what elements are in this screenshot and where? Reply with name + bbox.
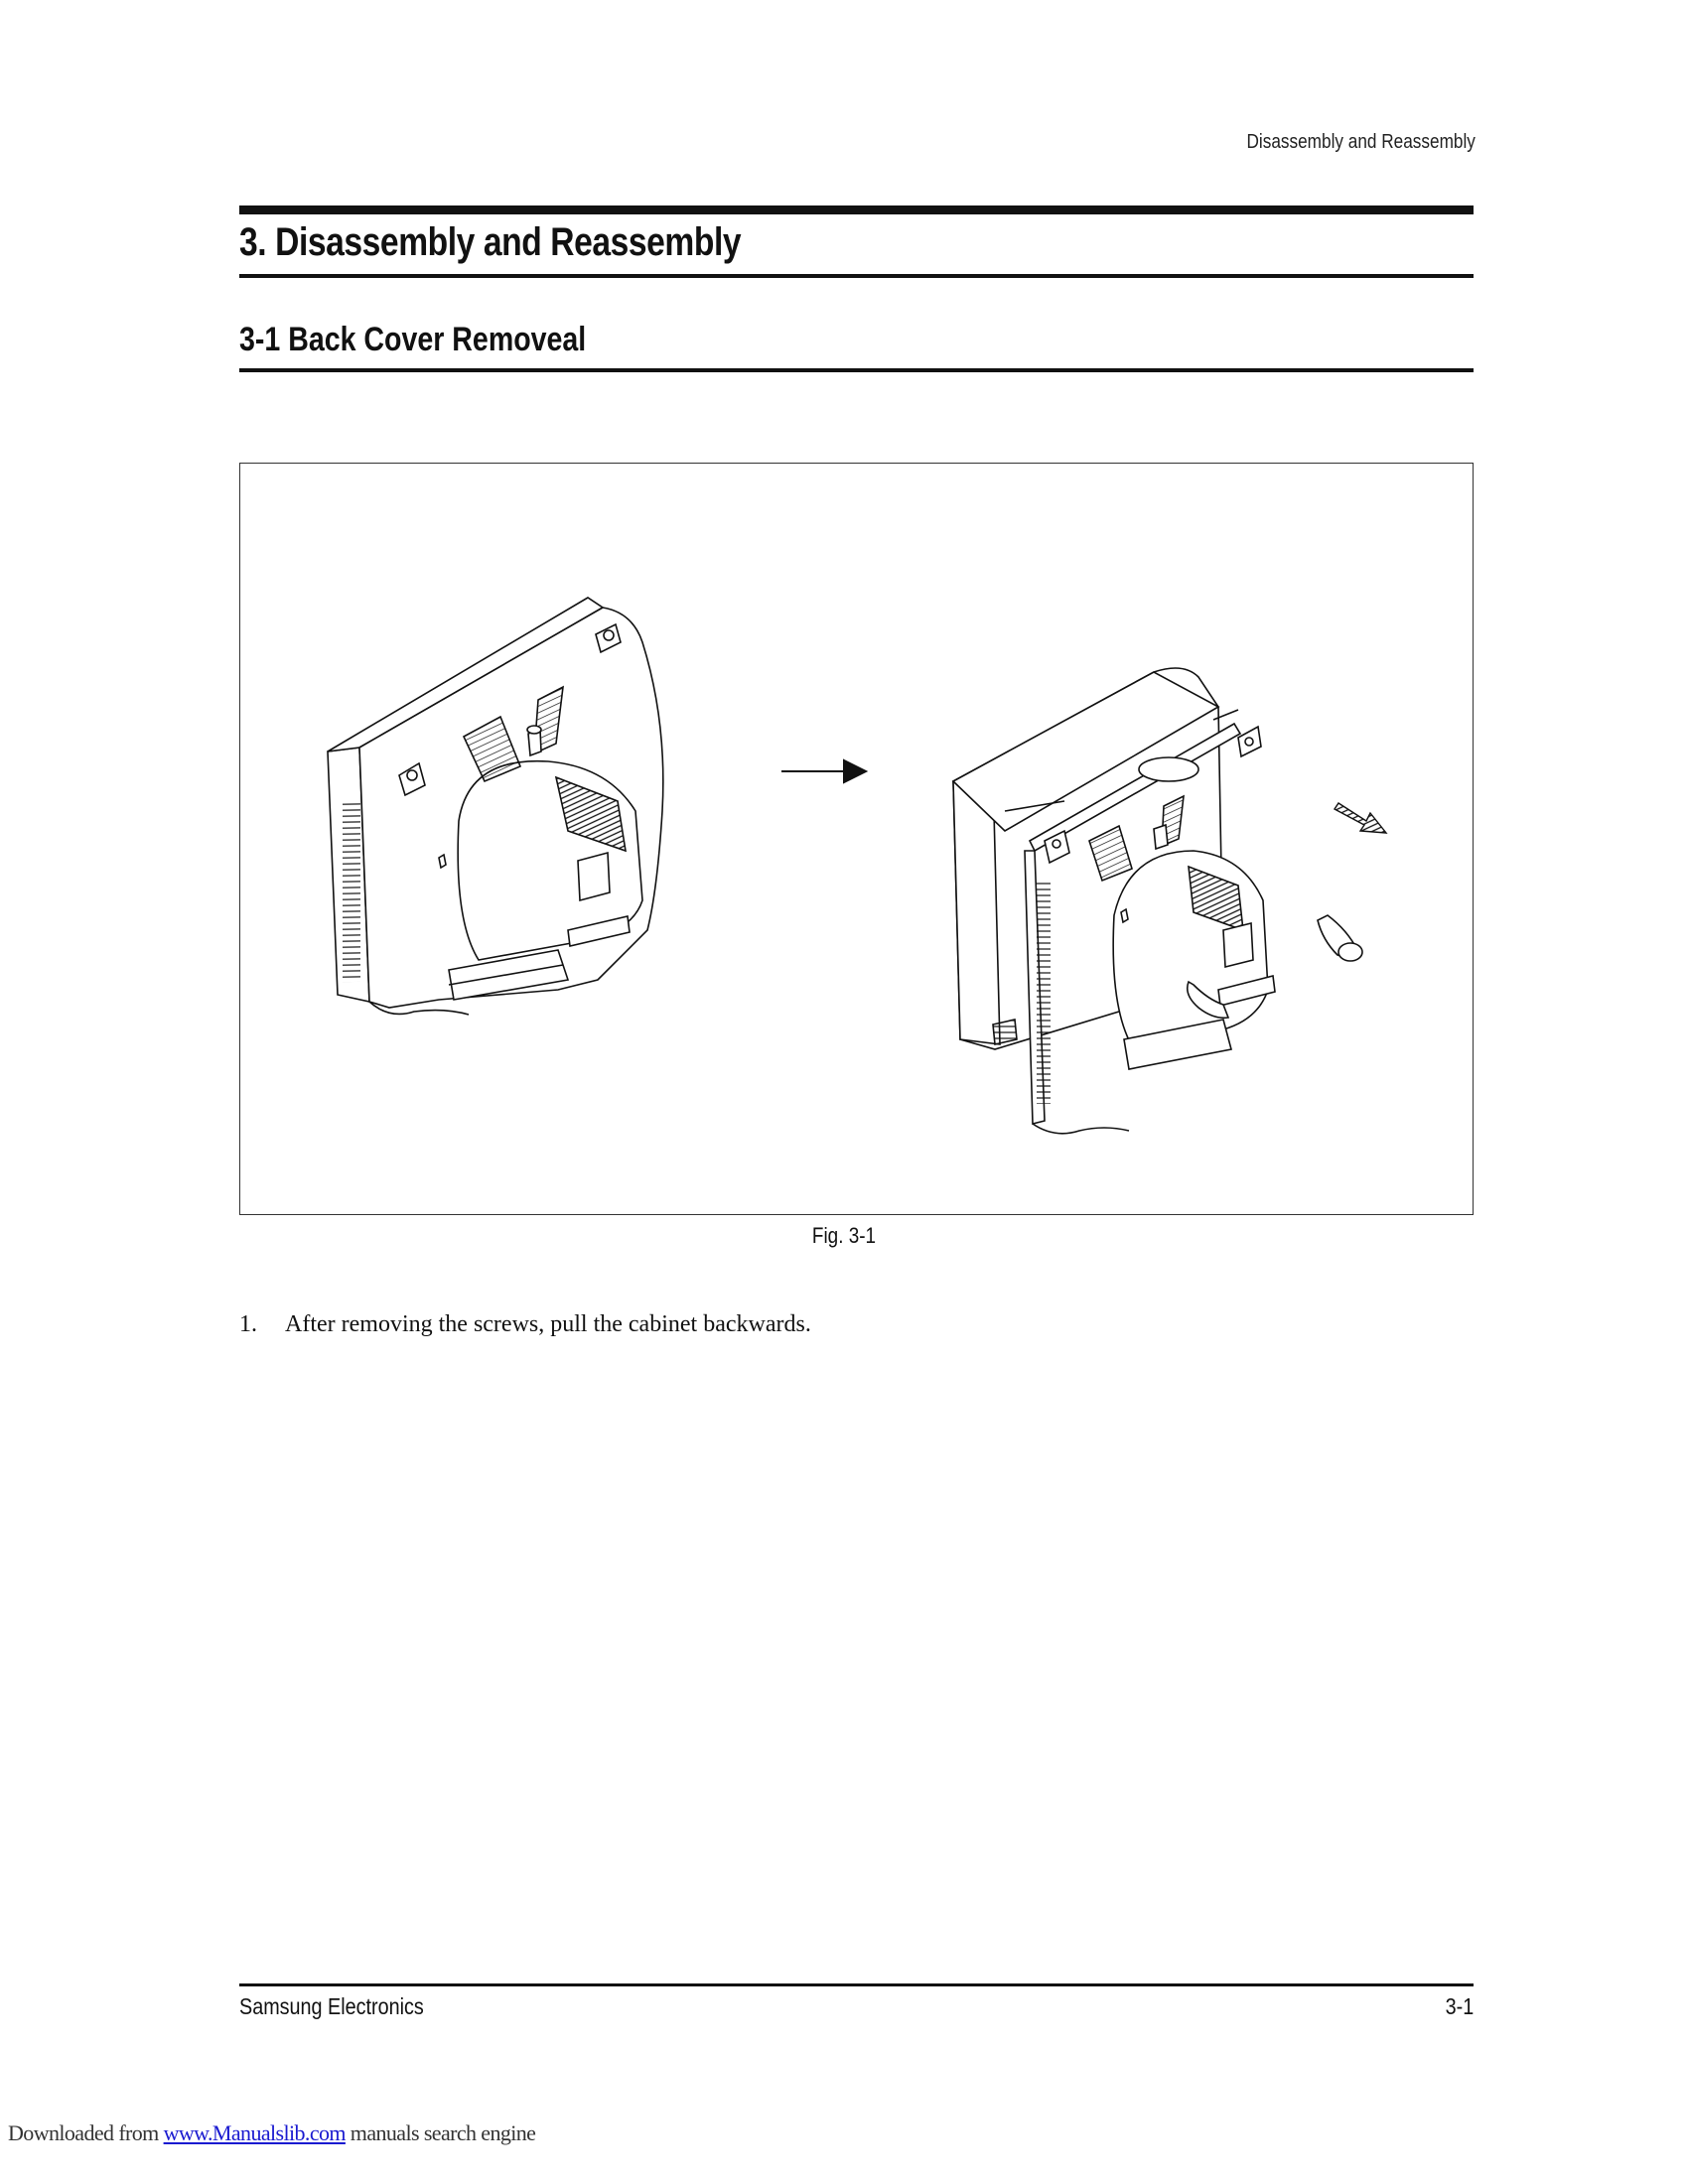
chapter-top-rule	[239, 205, 1474, 214]
figure-caption: Fig. 3-1	[811, 1223, 877, 1248]
chapter-title: 3. Disassembly and Reassembly	[239, 220, 742, 264]
tv-rear-assembled-illustration	[328, 598, 663, 1015]
figure-illustration	[240, 464, 1473, 1214]
manualslib-link[interactable]: www.Manualslib.com	[163, 2120, 346, 2145]
direction-arrow	[781, 760, 866, 782]
download-suffix: manuals search engine	[345, 2120, 536, 2145]
step-text: After removing the screws, pull the cabinet backwards.	[285, 1311, 811, 1337]
footer-page-number: 3-1	[1445, 1993, 1474, 2019]
pull-direction-arrow	[1335, 803, 1386, 833]
footer-rule	[239, 1983, 1474, 1986]
tv-rear-cover-pulled-illustration	[953, 668, 1362, 1134]
running-header: Disassembly and Reassembly	[1246, 131, 1476, 153]
section-rule	[239, 368, 1474, 372]
chapter-bottom-rule	[239, 274, 1474, 278]
section-title: 3-1 Back Cover Removeal	[239, 321, 587, 358]
step-number: 1.	[239, 1311, 257, 1337]
download-notice	[8, 2120, 535, 2146]
figure-frame	[239, 463, 1474, 1215]
footer-company: Samsung Electronics	[239, 1993, 424, 2019]
step-item	[239, 1311, 811, 1338]
download-prefix: Downloaded from	[8, 2120, 164, 2145]
